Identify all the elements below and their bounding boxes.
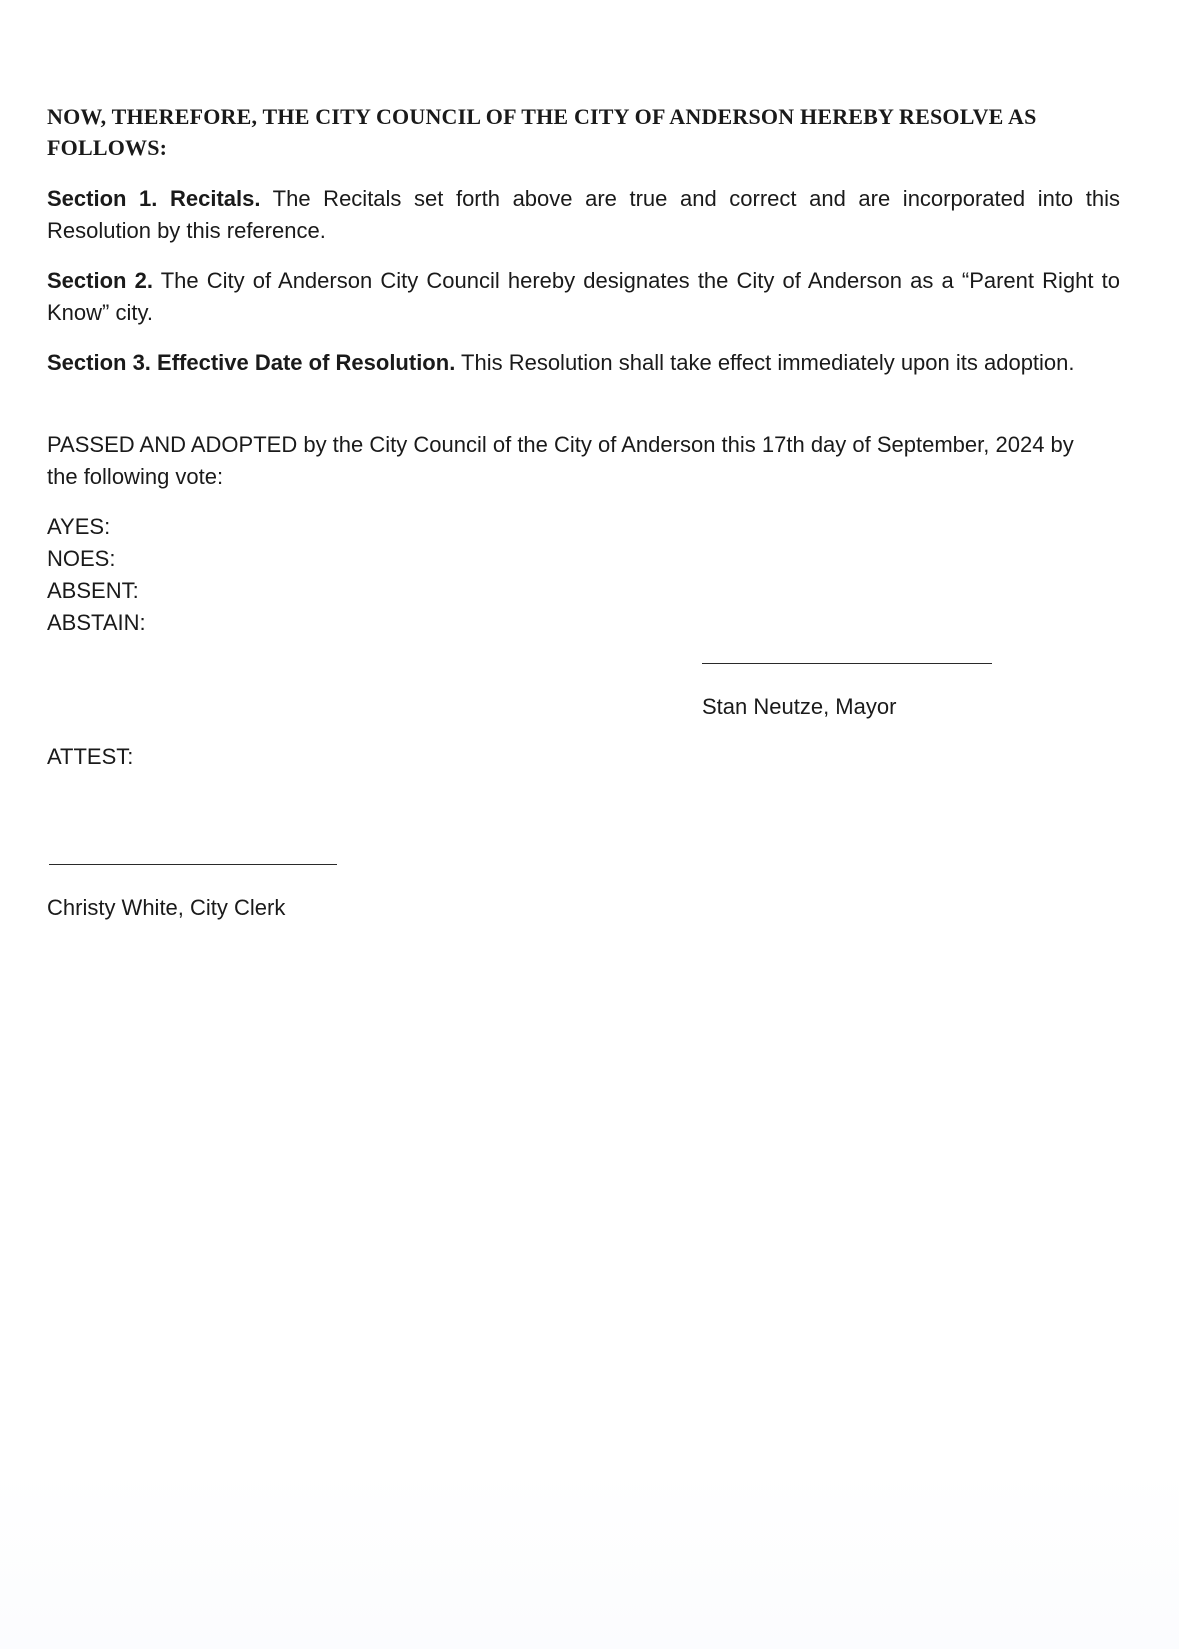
vote-ayes-label: AYES: (47, 514, 111, 539)
section-1-paragraph (47, 183, 1120, 247)
attest-label: ATTEST: (47, 744, 134, 769)
mayor-signature-line (702, 663, 992, 664)
section-2-paragraph (47, 265, 1120, 329)
section-3-lead: Section 3. Effective Date of Resolution. (47, 350, 456, 375)
section-3-paragraph (47, 347, 1120, 379)
section-1-text: The Recitals set forth above are true and correct and are incorporated into this Resolution by this reference. (47, 186, 1120, 243)
vote-absent-label: ABSENT: (47, 578, 139, 603)
section-2-text: The City of Anderson City Council hereby designates the City of Anderson as a “Parent Right to Know” city. (47, 268, 1120, 325)
vote-noes-label: NOES: (47, 546, 116, 571)
section-2-lead: Section 2. (47, 268, 153, 293)
section-1-lead: Section 1. Recitals. (47, 186, 261, 211)
section-3-text: This Resolution shall take effect immediately upon its adoption. (455, 350, 1075, 375)
vote-tally (47, 511, 146, 639)
page-bottom-shade (0, 1470, 1179, 1649)
resolution-heading: NOW, THEREFORE, THE CITY COUNCIL OF THE CITY OF ANDERSON HEREBY RESOLVE AS FOLLOWS: (47, 104, 1037, 160)
vote-abstain-label: ABSTAIN: (47, 610, 146, 635)
clerk-signature-name: Christy White, City Clerk (47, 895, 286, 920)
clerk-signature-line (49, 864, 337, 865)
mayor-signature-name: Stan Neutze, Mayor (702, 694, 897, 719)
passed-adopted-paragraph: PASSED AND ADOPTED by the City Council of the City of Anderson this 17th day of September, 2024 by the following vote: (47, 432, 1074, 489)
